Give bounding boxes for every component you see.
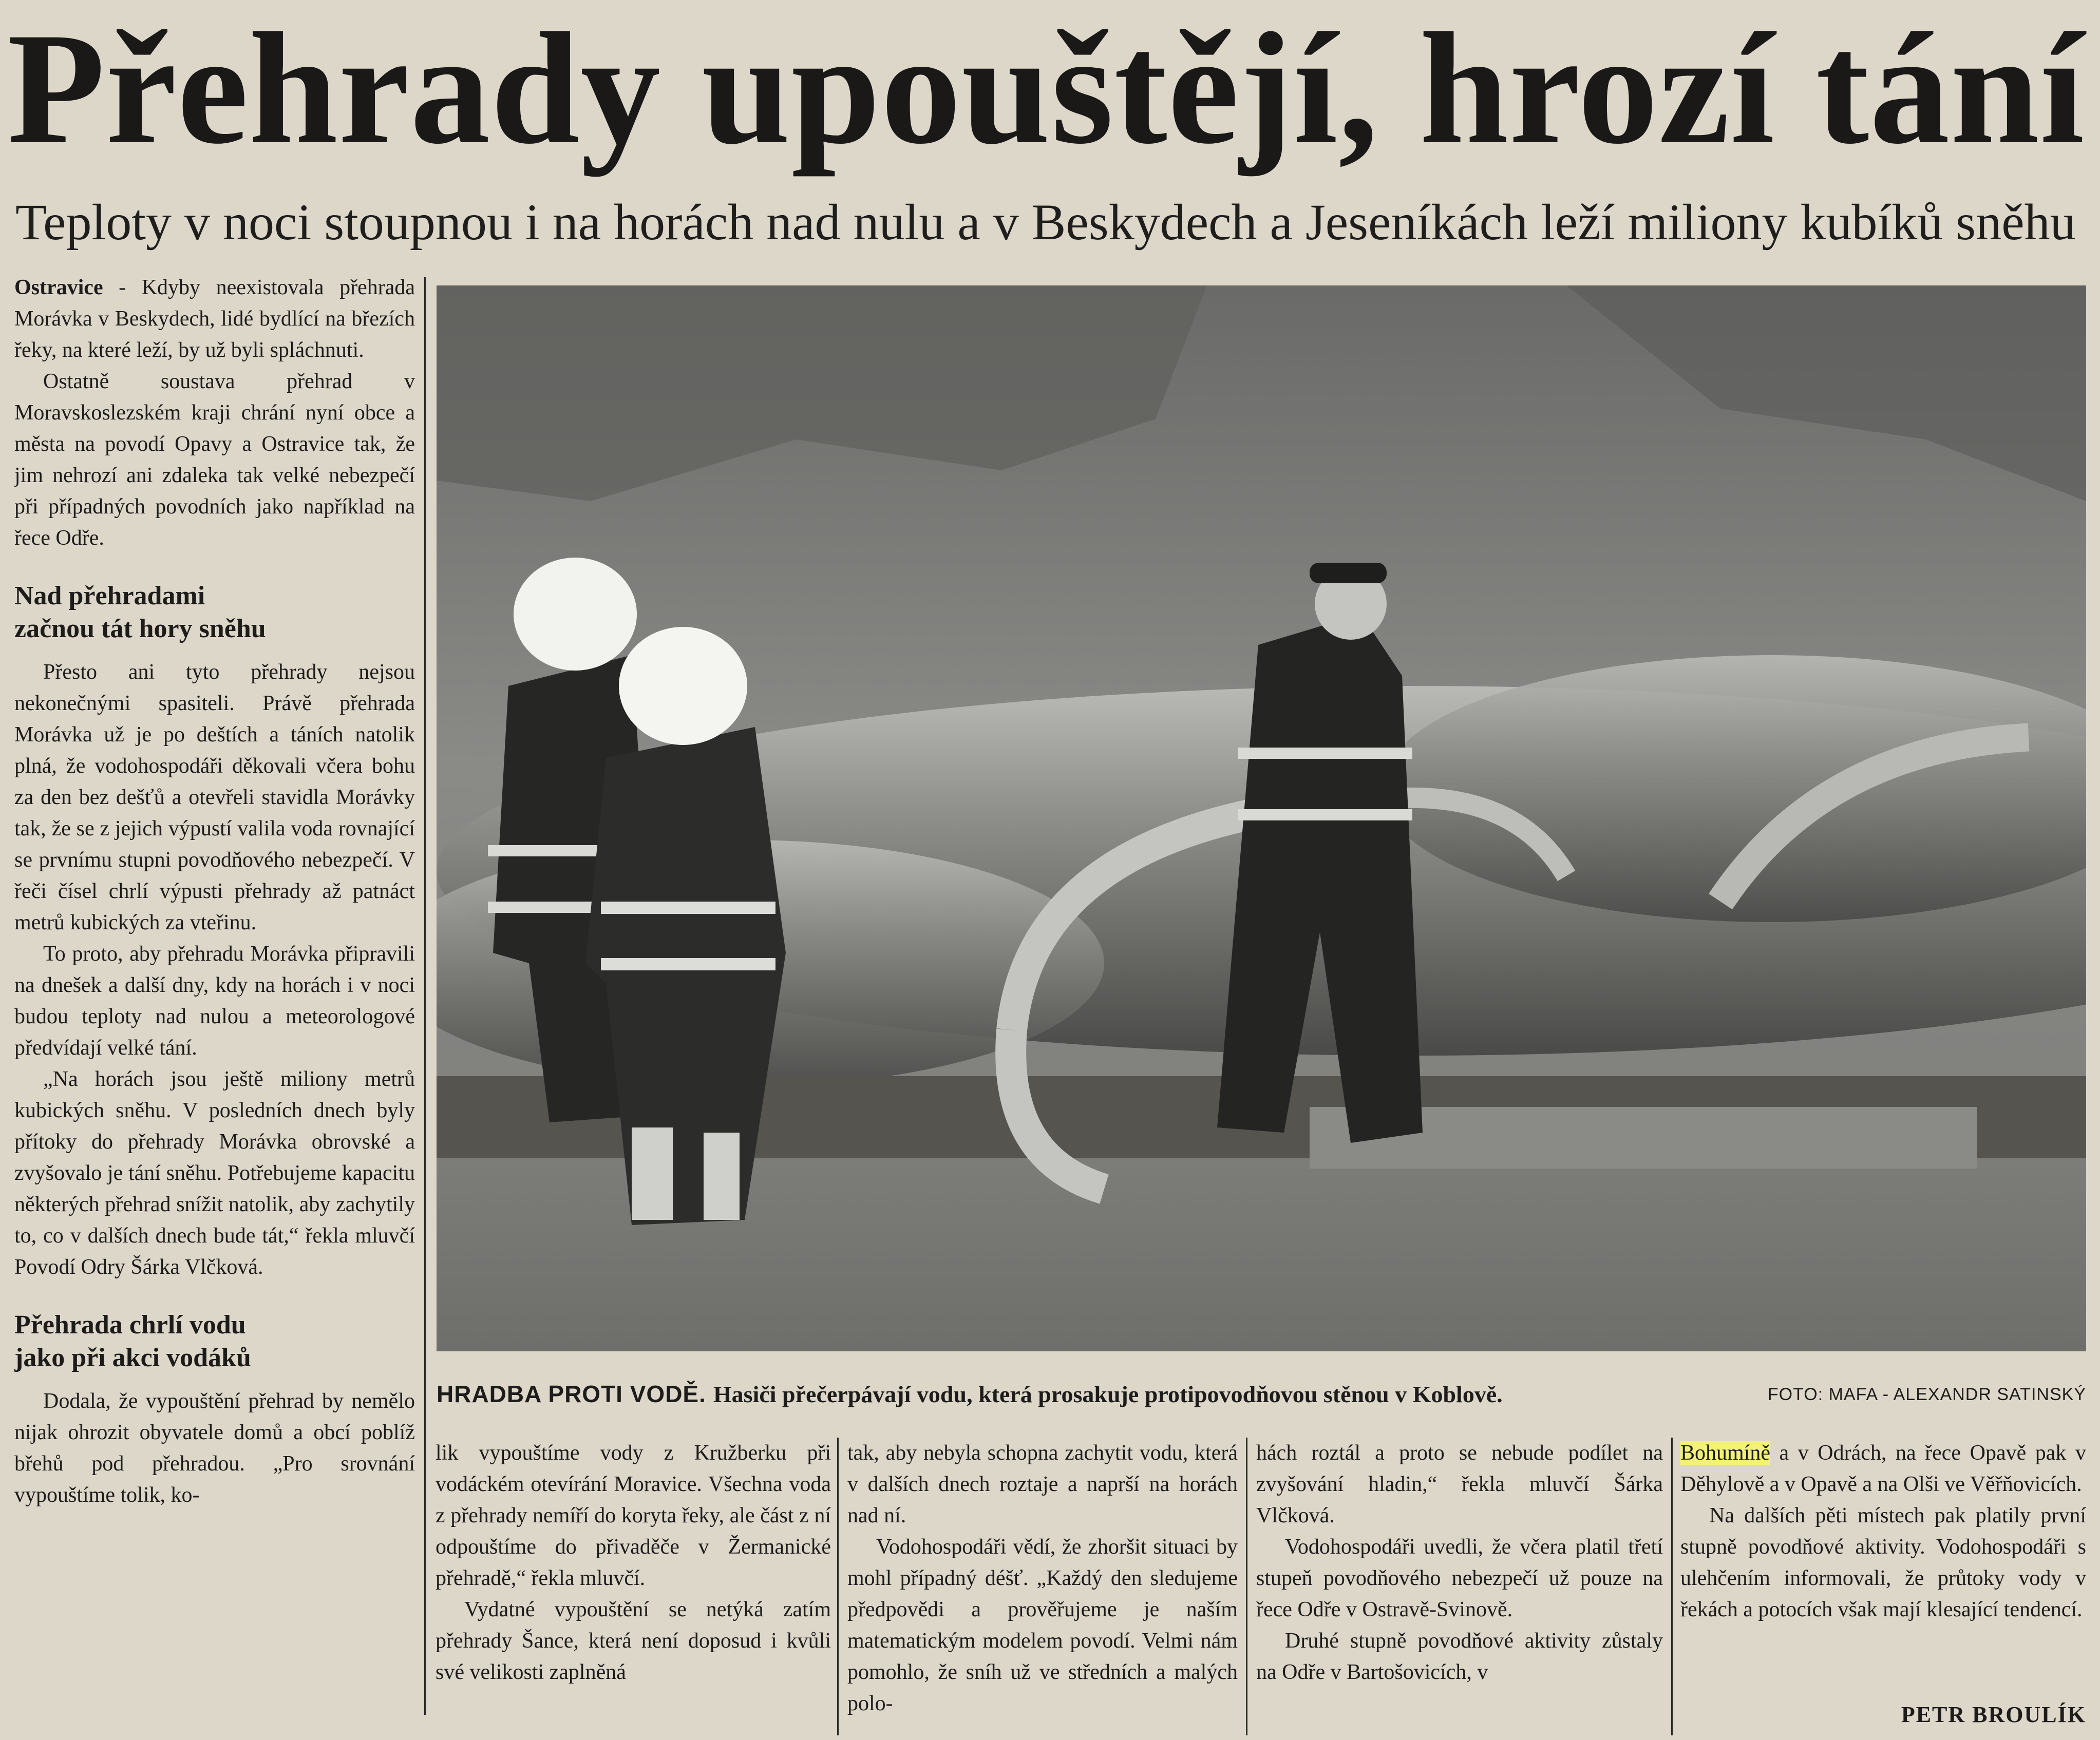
article-column-3 (847, 1438, 1238, 1735)
paragraph: Ostatně soustava přehrad v Moravskoslezském kraji chrání nyní obce a města na povodí Opavy a Ostravice tak, že jim nehrozí ani zdaleka tak velké nebezpečí při případných povodních jako například na řece Odře. (14, 370, 415, 550)
paragraph: tak, aby nebyla schopna zachytit vodu, která v dalších dnech roztaje a naprší na horách nad ní. (847, 1441, 1238, 1527)
firefighters-photo-illustration (437, 285, 2086, 1351)
subheadline: Teploty v noci stoupnou i na horách nad nulu a v Beskydech a Jeseníkách leží miliony kubíků sněhu (15, 194, 2076, 251)
article-column-4 (1256, 1438, 1663, 1735)
caption-text: Hasiči přečerpávají vodu, která prosakuje protipovodňovou stěnou v Koblově. (713, 1381, 1503, 1407)
byline: PETR BROULÍK (1901, 1702, 2086, 1727)
photo-credit: FOTO: MAFA - ALEXANDR SATINSKÝ (1767, 1385, 2086, 1404)
paragraph: Dodala, že vypouštění přehrad by nemělo nijak ohrozit obyvatele domů a obcí poblíž břehů pod přehradou. „Pro srovnání vypouštíme tolik, ko- (14, 1389, 415, 1507)
caption-heading: HRADBA PROTI VODĚ. (437, 1381, 706, 1407)
paragraph: Vodohospodáři uvedli, že včera platil třetí stupeň povodňového nebezpečí už pouze na řece Odře v Ostravě-Svinově. (1256, 1535, 1663, 1621)
column-divider (424, 277, 426, 1715)
article-column-5 (1680, 1438, 2086, 1694)
article-column-1 (14, 272, 415, 1730)
paragraph: Bohumíně a v Odrách, na řece Opavě pak v Děhylově a v Opavě a na Olši ve Věřňovicích. (1680, 1441, 2086, 1496)
paragraph: To proto, aby přehradu Morávka připravili na dnešek a další dny, kdy na horách i v noci budou teploty nad nulou a meteorologové předvídají velké tání. (14, 942, 415, 1060)
paragraph: Přesto ani tyto přehrady nejsou nekonečnými spasiteli. Právě přehrada Morávka už je po deštích a táních natolik plná, že vodohospodáři děkovali včera bohu za den bez dešťů a otevřeli stavidla Morávky tak, že se z jejich výpustí valila voda rovnající se prvnímu stupni povodňového nebezpečí. V řeči čísel chrlí výpusti přehrady až patnáct metrů kubických za vteřinu. (14, 660, 415, 934)
headline: Přehrady upouštějí, hrozí tání (7, 0, 2085, 177)
highlighted-word: Bohumíně (1680, 1441, 1770, 1465)
column-divider (1671, 1438, 1673, 1735)
article-column-2 (436, 1438, 831, 1735)
column-divider (1246, 1438, 1247, 1735)
column-divider (837, 1438, 839, 1735)
paragraph: lik vypouštíme vody z Kružberku při vodáckém otevírání Moravice. Všechna voda z přehrady nemíří do koryta řeky, ale část z ní odpouštíme do přivaděče v Žermanické přehradě,“ řekla mluvčí. (436, 1441, 831, 1590)
lead-paragraph: Ostravice - Kdyby neexistovala přehrada Morávka v Beskydech, lidé bydlící na březích řeky, na které leží, by už byli spláchnuti. (14, 276, 415, 362)
news-photo (437, 285, 2086, 1351)
paragraph: Na dalších pěti místech pak platily první stupně povodňové aktivity. Vodohospodáři s ulehčením informovali, že průtoky vody v řekách a potocích však mají klesající tendencí. (1680, 1504, 2086, 1621)
paragraph: „Na horách jsou ještě miliony metrů kubických sněhu. V posledních dnech byly přítoky do přehrady Morávka obrovské a zvyšovalo je tání sněhu. Potřebujeme kapacitu některých přehrad snížit natolik, aby zachytily to, co v dalších dnech bude tát,“ řekla mluvčí Povodí Odry Šárka Vlčková. (14, 1067, 415, 1279)
paragraph: Druhé stupně povodňové aktivity zůstaly na Odře v Bartošovicích, v (1256, 1629, 1663, 1684)
paragraph: Vydatné vypouštění se netýká zatím přehrady Šance, která není doposud i kvůli své velikosti zaplněná (436, 1598, 831, 1684)
subheading: Nad přehradami začnou tát hory sněhu (14, 581, 266, 643)
paragraph: Vodohospodáři vědí, že zhoršit situaci by mohl případný déšť. „Každý den sledujeme předpovědi a prověřujeme je naším matematickým modelem povodí. Velmi nám pomohlo, že sníh už ve středních a malých polo- (847, 1535, 1238, 1715)
dateline: Ostravice (14, 276, 103, 299)
paragraph: hách roztál a proto se nebude podílet na zvyšování hladin,“ řekla mluvčí Šárka Vlčková. (1256, 1441, 1663, 1527)
subheading: Přehrada chrlí vodu jako při akci vodáků (14, 1310, 251, 1372)
